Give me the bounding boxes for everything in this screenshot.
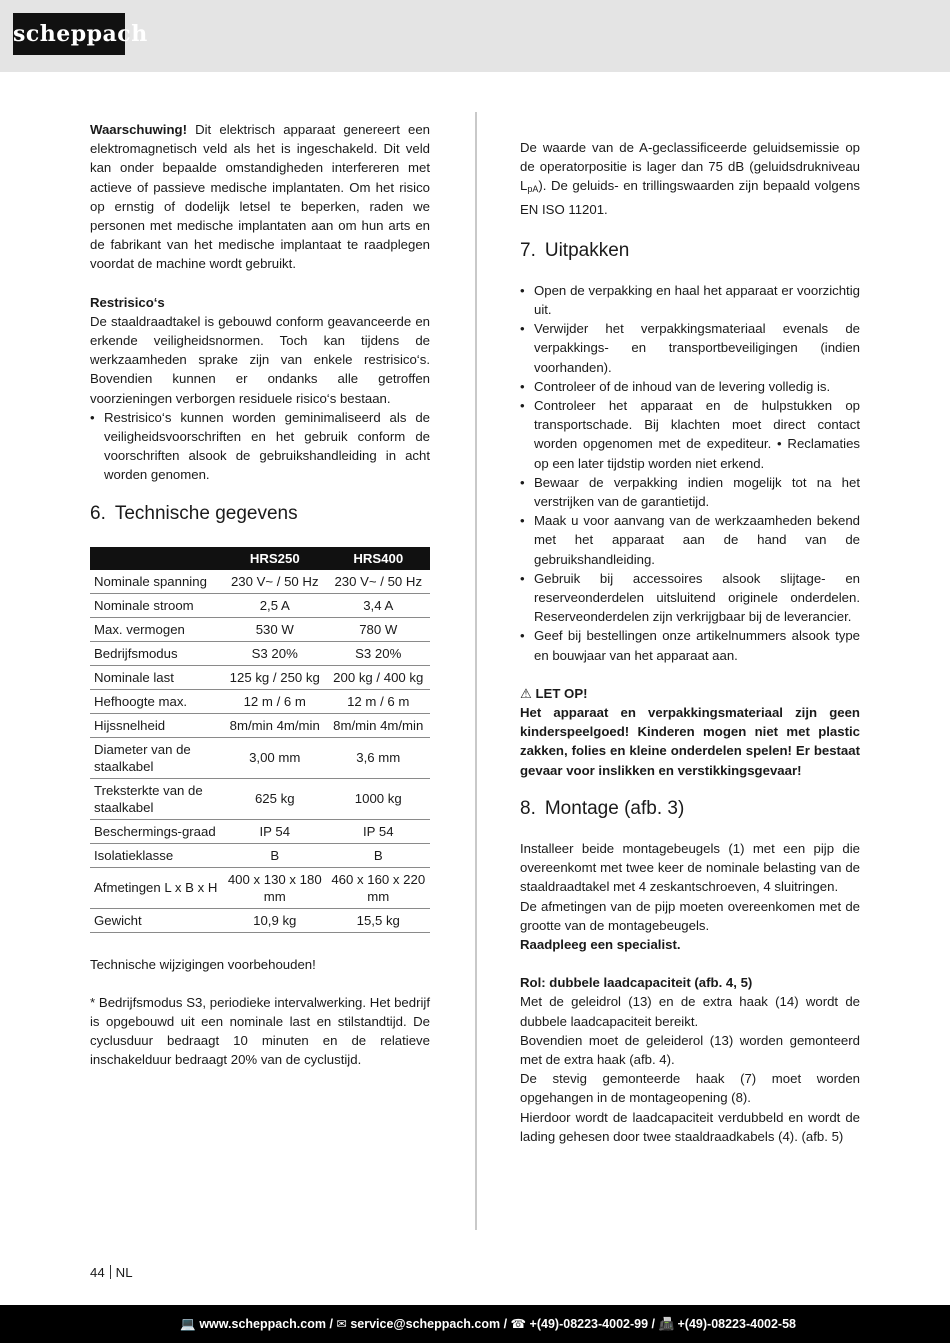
cell-hrs250: 230 V~ / 50 Hz <box>223 570 327 594</box>
warning-label: Waarschuwing! <box>90 122 187 137</box>
cell-hrs400: 200 kg / 400 kg <box>327 665 431 689</box>
residual-risks-title: Restrisico‘s <box>90 294 165 310</box>
row-label: Hijssnelheid <box>90 713 223 737</box>
residual-risks-list <box>90 408 430 485</box>
cell-hrs400: 3,4 A <box>327 593 431 617</box>
table-row <box>90 819 430 843</box>
cell-hrs400: 8m/min 4m/min <box>327 713 431 737</box>
technical-data-table <box>90 547 430 933</box>
table-header-row <box>90 547 430 570</box>
list-item: • Controleer het apparaat en de hulpstukken op transportschade. Bij klachten moet direct contact worden opgenomen met de expediteur. • Reclamaties op een later tijdstip worden niet erkend. <box>520 396 860 473</box>
table-row <box>90 867 430 908</box>
table-row <box>90 843 430 867</box>
cell-hrs250: 3,00 mm <box>223 737 327 778</box>
column-divider <box>475 112 477 1230</box>
list-item: • Open de verpakking en haal het apparaat er voorzichtig uit. <box>520 281 860 319</box>
section-title: Technische gegevens <box>114 502 298 524</box>
page-header <box>0 0 950 72</box>
noise-text-end: ). De geluids- en trillingswaarden zijn bepaald volgens EN ISO 11201. <box>520 178 860 217</box>
row-label: Afmetingen L x B x H <box>90 867 223 908</box>
noise-text-start: De waarde van de A-geclassificeerde geluidsemissie op de operatorpositie is lager dan 75 dB (geluidsdrukniveau L <box>520 140 860 194</box>
row-label: Max. vermogen <box>90 617 223 641</box>
row-label: Bedrijfsmodus <box>90 641 223 665</box>
header-cell-hrs400: HRS400 <box>327 547 431 570</box>
cell-hrs250: 10,9 kg <box>223 908 327 932</box>
cell-hrs250: 400 x 130 x 180 mm <box>223 867 327 908</box>
cell-hrs400: 1000 kg <box>327 778 431 819</box>
page-separator <box>110 1265 111 1279</box>
cell-hrs250: 530 W <box>223 617 327 641</box>
section-6-heading <box>90 502 430 526</box>
roll-paragraph-3: De stevig gemonteerde haak (7) moet worden opgehangen in de montageopening (8). <box>520 1071 860 1106</box>
row-label: Hefhoogte max. <box>90 689 223 713</box>
warning-text: Dit elektrisch apparaat genereert een elektromagnetisch veld als het is ingeschakeld. Dit veld kan onder bepaalde omstandigheden interfereren met actieve of passieve medische implantaten. Om het risico op ernstig of dodelijk letsel te beperken, raden we personen met medische implantaten aan om hun arts en de fabrikant van het medische implantaat te raadplegen voordat de machine wordt gebruikt. <box>90 122 430 272</box>
row-label: Treksterkte van de staalkabel <box>90 778 223 819</box>
noise-subscript: pA <box>527 184 539 195</box>
cell-hrs400: 230 V~ / 50 Hz <box>327 570 431 594</box>
cell-hrs250: S3 20% <box>223 641 327 665</box>
table-row <box>90 713 430 737</box>
technical-note: Technische wijzigingen voorbehouden! <box>90 956 316 972</box>
roll-paragraph-1: Met de geleidrol (13) en de extra haak (14) wordt de dubbele laadcapaciteit bereikt. <box>520 994 860 1029</box>
row-label: Nominale spanning <box>90 570 223 594</box>
operating-mode-footnote: * Bedrijfsmodus S3, periodieke intervalwerking. Het bedrijf is opgebouwd uit een nominale last en stilstandtijd. De cyclusduur bedraagt 10 minuten en de relatieve inschakelduur bedraagt 20% van de cyclustijd. <box>90 994 430 1068</box>
mounting-specialist-note: Raadpleeg een specialist. <box>520 936 681 952</box>
attention-title: ⚠ LET OP! <box>520 685 588 701</box>
table-row <box>90 908 430 932</box>
cell-hrs250: 125 kg / 250 kg <box>223 665 327 689</box>
list-item: • Restrisico‘s kunnen worden geminimaliseerd als de veiligheidsvoorschriften en het gebruik conform de voorschriften alsook de gebruikshandleiding in acht worden genomen. <box>90 408 430 485</box>
list-item: • Geef bij bestellingen onze artikelnummers alsook type en bouwjaar van het apparaat aan. <box>520 626 860 664</box>
cell-hrs250: 625 kg <box>223 778 327 819</box>
row-label: Beschermings-graad <box>90 819 223 843</box>
cell-hrs250: 8m/min 4m/min <box>223 713 327 737</box>
table-row <box>90 617 430 641</box>
right-column <box>520 138 860 1146</box>
contact-footer <box>0 1305 950 1343</box>
cell-hrs400: B <box>327 843 431 867</box>
language-code: NL <box>115 1265 133 1280</box>
cell-hrs400: IP 54 <box>327 819 431 843</box>
list-item: • Controleer of de inhoud van de levering volledig is. <box>520 377 860 396</box>
emf-warning <box>90 120 430 274</box>
residual-risks-text: De staaldraadtakel is gebouwd conform geavanceerde en erkende veiligheidsnormen. Toch kan tijdens de werkzaamheden sprake zijn van enkele restrisico‘s. Bovendien kunnen er ondanks alle getroffen voorzieningen verborgen residuele risico‘s bestaan. <box>90 313 430 406</box>
row-label: Gewicht <box>90 908 223 932</box>
row-label: Diameter van de staalkabel <box>90 737 223 778</box>
page-number: 44 <box>90 1265 105 1280</box>
cell-hrs400: 3,6 mm <box>327 737 431 778</box>
table-row <box>90 665 430 689</box>
cell-hrs400: 15,5 kg <box>327 908 431 932</box>
cell-hrs250: B <box>223 843 327 867</box>
cell-hrs250: 12 m / 6 m <box>223 689 327 713</box>
table-row <box>90 778 430 819</box>
roll-title: Rol: dubbele laadcapaciteit (afb. 4, 5) <box>520 975 753 991</box>
table-row <box>90 593 430 617</box>
cell-hrs250: 2,5 A <box>223 593 327 617</box>
section-title: Montage (afb. 3) <box>544 797 685 819</box>
mounting-paragraph-2: De afmetingen van de pijp moeten overeenkomen met de grootte van de montagebeugels. <box>520 898 860 933</box>
header-cell-hrs250: HRS250 <box>223 547 327 570</box>
cell-hrs400: 460 x 160 x 220 mm <box>327 867 431 908</box>
cell-hrs400: 12 m / 6 m <box>327 689 431 713</box>
list-item: • Verwijder het verpakkingsmateriaal evenals de verpakkings- en transportbeveiligingen (indien voorhanden). <box>520 319 860 377</box>
mounting-paragraph-1: Installeer beide montagebeugels (1) met een pijp die overeenkomt met twee keer de nominale belasting van de staaldraadtakel met 4 zeskantschroeven, 4 sluitringen. <box>520 840 860 895</box>
list-item: • Maak u voor aanvang van de werkzaamheden bekend met het apparaat aan de hand van de gebruikshandleiding. <box>520 511 860 569</box>
row-label: Nominale stroom <box>90 593 223 617</box>
attention-text: Het apparaat en verpakkingsmateriaal zijn geen kinderspeelgoed! Kinderen mogen niet met plastic zakken, folies en kleine onderdelen spelen! Er bestaat gevaar voor inslikken en verstikkingsgevaar! <box>520 705 860 778</box>
list-item: • Bewaar de verpakking indien mogelijk tot na het verstrijken van de garantietijd. <box>520 473 860 511</box>
cell-hrs400: S3 20% <box>327 641 431 665</box>
section-title: Uitpakken <box>544 239 630 261</box>
table-row <box>90 689 430 713</box>
section-number: 6. <box>90 502 106 524</box>
page-number-footer <box>90 1265 133 1280</box>
row-label: Nominale last <box>90 665 223 689</box>
roll-paragraph-2: Bovendien moet de geleiderol (13) worden gemonteerd met de extra haak (afb. 4). <box>520 1032 860 1067</box>
section-7-heading <box>520 239 860 263</box>
table-row <box>90 641 430 665</box>
row-label: Isolatieklasse <box>90 843 223 867</box>
noise-emission-text <box>520 138 860 219</box>
cell-hrs400: 780 W <box>327 617 431 641</box>
section-number: 7. <box>520 239 536 261</box>
table-row <box>90 737 430 778</box>
list-item: • Gebruik bij accessoires alsook slijtage- en reserveonderdelen uitsluitend originele onderdelen. Reserveonderdelen zijn verkrijgbaar bij de leverancier. <box>520 569 860 627</box>
cell-hrs250: IP 54 <box>223 819 327 843</box>
section-number: 8. <box>520 797 536 819</box>
brand-logo: scheppach <box>13 13 125 55</box>
section-8-heading <box>520 797 860 821</box>
unpacking-list <box>520 281 860 665</box>
header-cell <box>90 547 223 570</box>
roll-paragraph-4: Hierdoor wordt de laadcapaciteit verdubbeld en wordt de lading gehesen door twee staaldraadkabels (4). (afb. 5) <box>520 1109 860 1144</box>
contact-info: 💻 www.scheppach.com / ✉ service@scheppach.com / ☎ +(49)-08223-4002-99 / 📠 +(49)-08223-4002-58 <box>180 1317 796 1331</box>
left-column <box>90 120 430 1070</box>
table-row <box>90 570 430 594</box>
